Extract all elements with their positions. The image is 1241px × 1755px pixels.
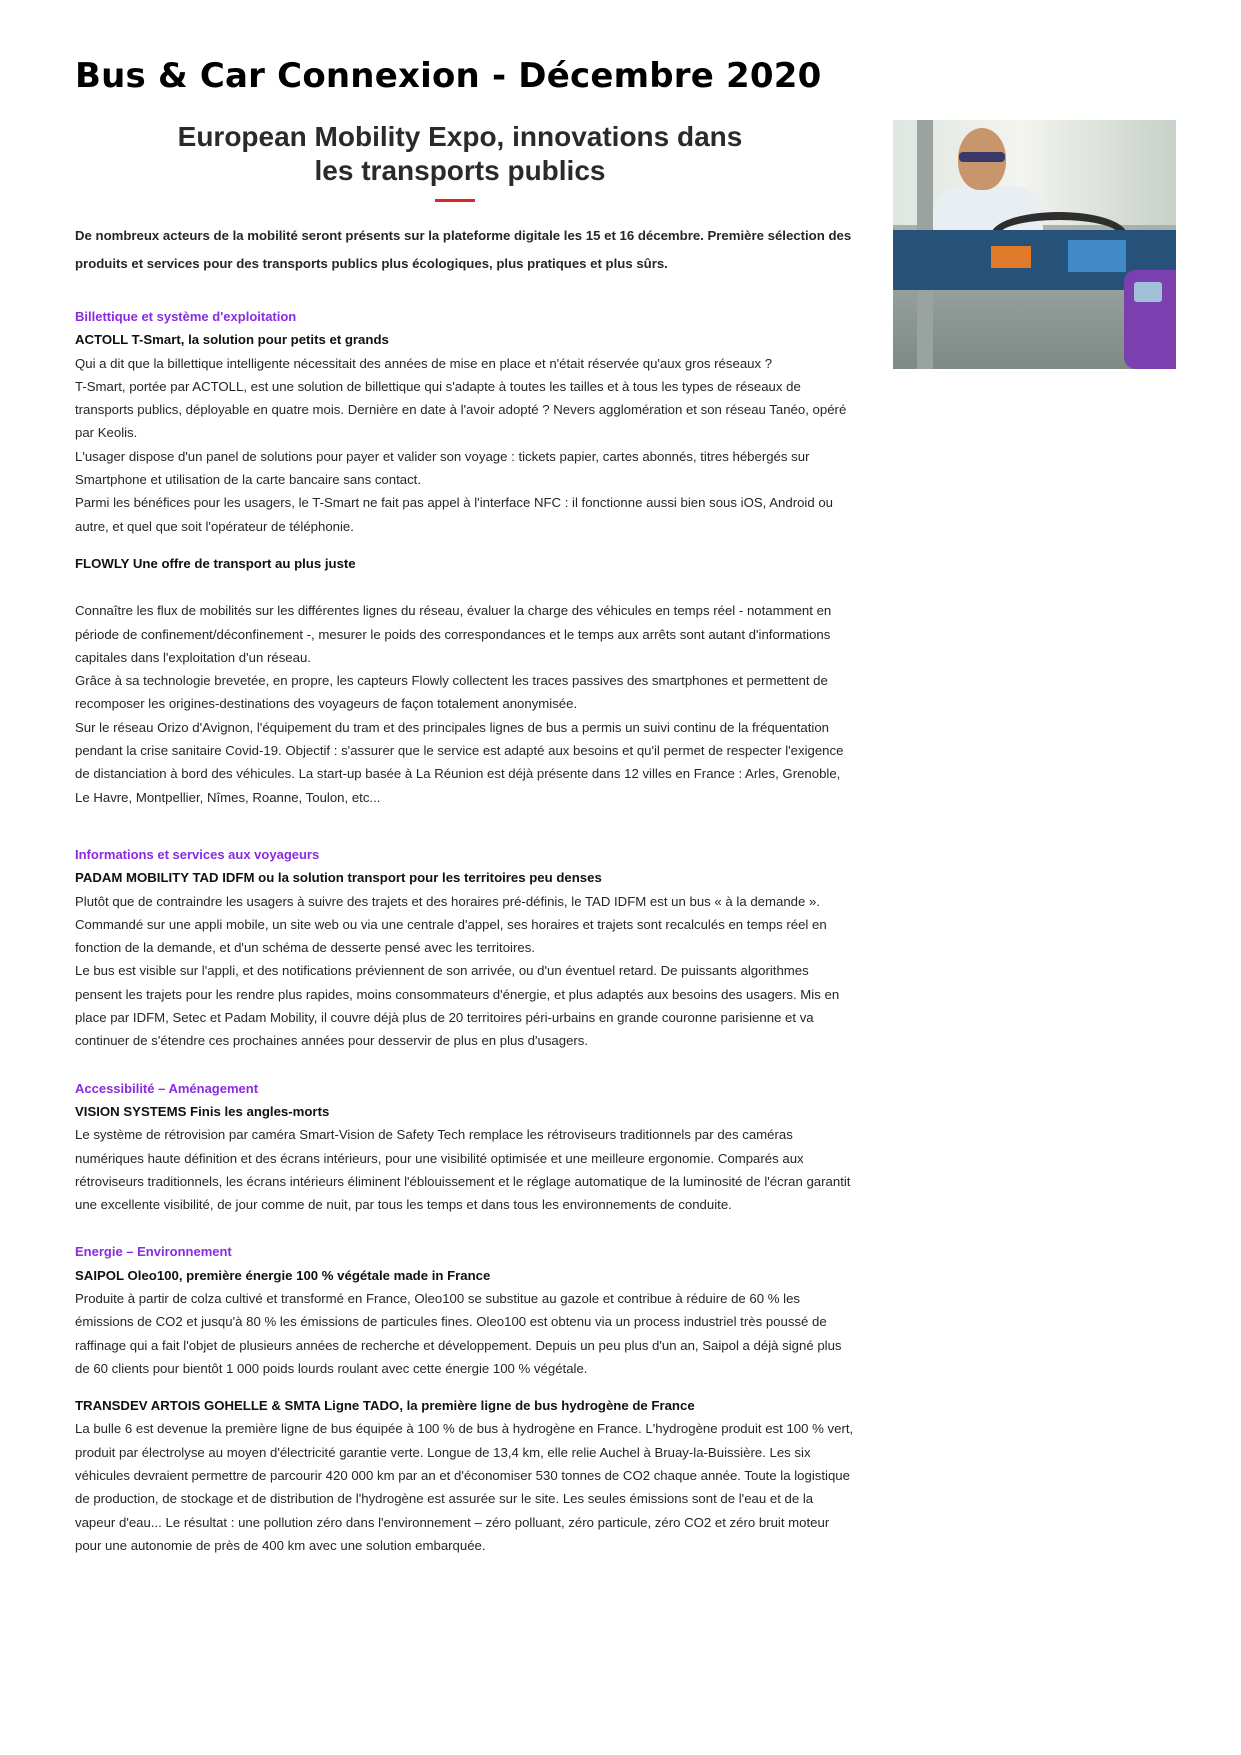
bus-driver-photo bbox=[893, 120, 1176, 369]
section-heading: Billettique et système d'exploitation bbox=[75, 309, 297, 324]
item-paragraph: Connaître les flux de mobilités sur les différentes lignes du réseau, évaluer la charge des véhicules en temps réel - notamment en période de confinement/déconfinement -, mesurer le poids des correspondances et le temps aux arrêts sont autant d'informations capitales dans l'exploitation d'un réseau. bbox=[75, 603, 832, 665]
item-paragraph: Le bus est visible sur l'appli, et des notifications préviennent de son arrivée, ou d'un éventuel retard. De puissants algorithmes pensent les trajets pour les rendre plus rapides, moins consommateurs d'énergie, et plus adaptés aux besoins des usagers. Mis en place par IDFM, Setec et Padam Mobility, il couvre déjà plus de 20 territoires péri-urbains en grande couronne parisienne et va continuer de s'étendre ces prochaines années pour desservir de plus en plus d'usagers. bbox=[75, 963, 840, 1049]
item-paragraph: La bulle 6 est devenue la première ligne de bus équipée à 100 % de bus à hydrogène en France. L'hydrogène produit est 100 % vert, produit par électrolyse au moyen d'électricité garantie verte. Longue de 13,4 km, elle relie Auchel à Bruay-la-Buissière. Les six véhicules devraient permettre de parcourir 420 000 km par an et d'économiser 530 tonnes de CO2 chaque année. Toute la logistique de production, de stockage et de distribution de l'hydrogène est assurée sur le site. Les seules émissions sont de l'eau et de la vapeur d'eau... Le résultat : une pollution zéro dans l'environnement – zéro polluant, zéro particule, zéro CO2 et zéro bruit moteur pour une autonomie de près de 400 km avec une solution embarquée. bbox=[75, 1421, 854, 1553]
item-paragraph: Grâce à sa technologie brevetée, en propre, les capteurs Flowly collectent les traces passives des smartphones et permettent de recomposer les origines-destinations des voyageurs de façon totalement anonymisée. bbox=[75, 673, 828, 712]
item-title: VISION SYSTEMS Finis les angles-morts bbox=[75, 1103, 330, 1119]
item-paragraph: L'usager dispose d'un panel de solutions pour payer et valider son voyage : tickets papier, cartes abonnés, titres hébergés sur Smartphone et utilisation de la carte bancaire sans contact. bbox=[75, 448, 810, 488]
item-title: SAIPOL Oleo100, première énergie 100 % végétale made in France bbox=[75, 1267, 491, 1283]
item-title: PADAM MOBILITY TAD IDFM ou la solution transport pour les territoires peu denses bbox=[75, 870, 602, 886]
section-heading: Informations et services aux voyageurs bbox=[75, 846, 320, 862]
article-title-line2: les transports publics bbox=[314, 155, 606, 186]
item-paragraph: Le système de rétrovision par caméra Smart-Vision de Safety Tech remplace les rétroviseurs traditionnels par des caméras numériques haute définition et des écrans intérieurs, pour une visibilité optimisée et une meilleure ergonomie. Comparés aux rétroviseurs traditionnels, les écrans intérieurs éliminent l'éblouissement et le réglage automatique de la luminosité de l'écran garantit une excellente visibilité, de jour comme de nuit, par tous les temps et dans tous les environnements de conduite. bbox=[75, 1127, 851, 1213]
item-paragraph: Produite à partir de colza cultivé et transformé en France, Oleo100 se substitue au gazole et contribue à réduire de 60 % les émissions de CO2 et jusqu'à 80 % les émissions de particules fines. Oleo100 est obtenu via un process industriel très poussé de raffinage qui a fait l'objet de plusieurs années de recherche et développement. Depuis un peu plus d'un an, Saipol a déjà signé plus de 60 clients pour bientôt 1 000 poids lourds roulant avec cette énergie 100 % végétale. bbox=[75, 1290, 842, 1376]
article-body bbox=[75, 222, 855, 1557]
section-heading: Accessibilité – Aménagement bbox=[75, 1080, 259, 1096]
item-title: ACTOLL T-Smart, la solution pour petits et grands bbox=[75, 332, 389, 348]
section-heading: Energie – Environnement bbox=[75, 1244, 232, 1260]
publication-header: Bus & Car Connexion - Décembre 2020 bbox=[75, 56, 822, 96]
article-title-line1: European Mobility Expo, innovations dans bbox=[177, 121, 743, 152]
item-title: FLOWLY Une offre de transport au plus juste bbox=[75, 555, 356, 571]
item-paragraph: Sur le réseau Orizo d'Avignon, l'équipement du tram et des principales lignes de bus a permis un suivi continu de la fréquentation pendant la crise sanitaire Covid-19. Objectif : s'assurer que le service est adapté aux besoins et qu'il permet de respecter l'exigence de distanciation à bord des véhicules. La start-up basée à La Réunion est déjà présente dans 12 villes en France : Arles, Grenoble, Le Havre, Montpellier, Nîmes, Roanne, Toulon, etc... bbox=[75, 719, 844, 805]
item-paragraph: Parmi les bénéfices pour les usagers, le T-Smart ne fait pas appel à l'interface NFC : il fonctionne aussi bien sous iOS, Android ou autre, et quel que soit l'opérateur de téléphonie. bbox=[75, 495, 834, 534]
title-underline bbox=[435, 199, 475, 202]
item-title: TRANSDEV ARTOIS GOHELLE & SMTA Ligne TADO, la première ligne de bus hydrogène de France bbox=[75, 1398, 695, 1414]
article-lead: De nombreux acteurs de la mobilité seront présents sur la plateforme digitale les 15 et 16 décembre. Première sélection des produits et services pour des transports publics plus écologiques, plus pratiques et plus sûrs. bbox=[75, 228, 852, 271]
article-title bbox=[130, 120, 790, 188]
item-paragraph: Plutôt que de contraindre les usagers à suivre des trajets et des horaires pré-définis, le TAD IDFM est un bus « à la demande ». Commandé sur une appli mobile, un site web ou via une centrale d'appel, ses horaires et trajets sont recalculés en temps réel en fonction de la demande, et d'un schéma de desserte pensé avec les territoires. bbox=[75, 893, 827, 956]
item-paragraph: T-Smart, portée par ACTOLL, est une solution de billettique qui s'adapte à toutes les tailles et à tous les types de réseaux de transports publics, déployable en quatre mois. Dernière en date à l'avoir adopté ? Nevers agglomération et son réseau Tanéo, opéré par Keolis. bbox=[75, 378, 847, 441]
item-paragraph: Qui a dit que la billettique intelligente nécessitait des années de mise en place et n'était réservée qu'aux gros réseaux ? bbox=[75, 355, 773, 371]
